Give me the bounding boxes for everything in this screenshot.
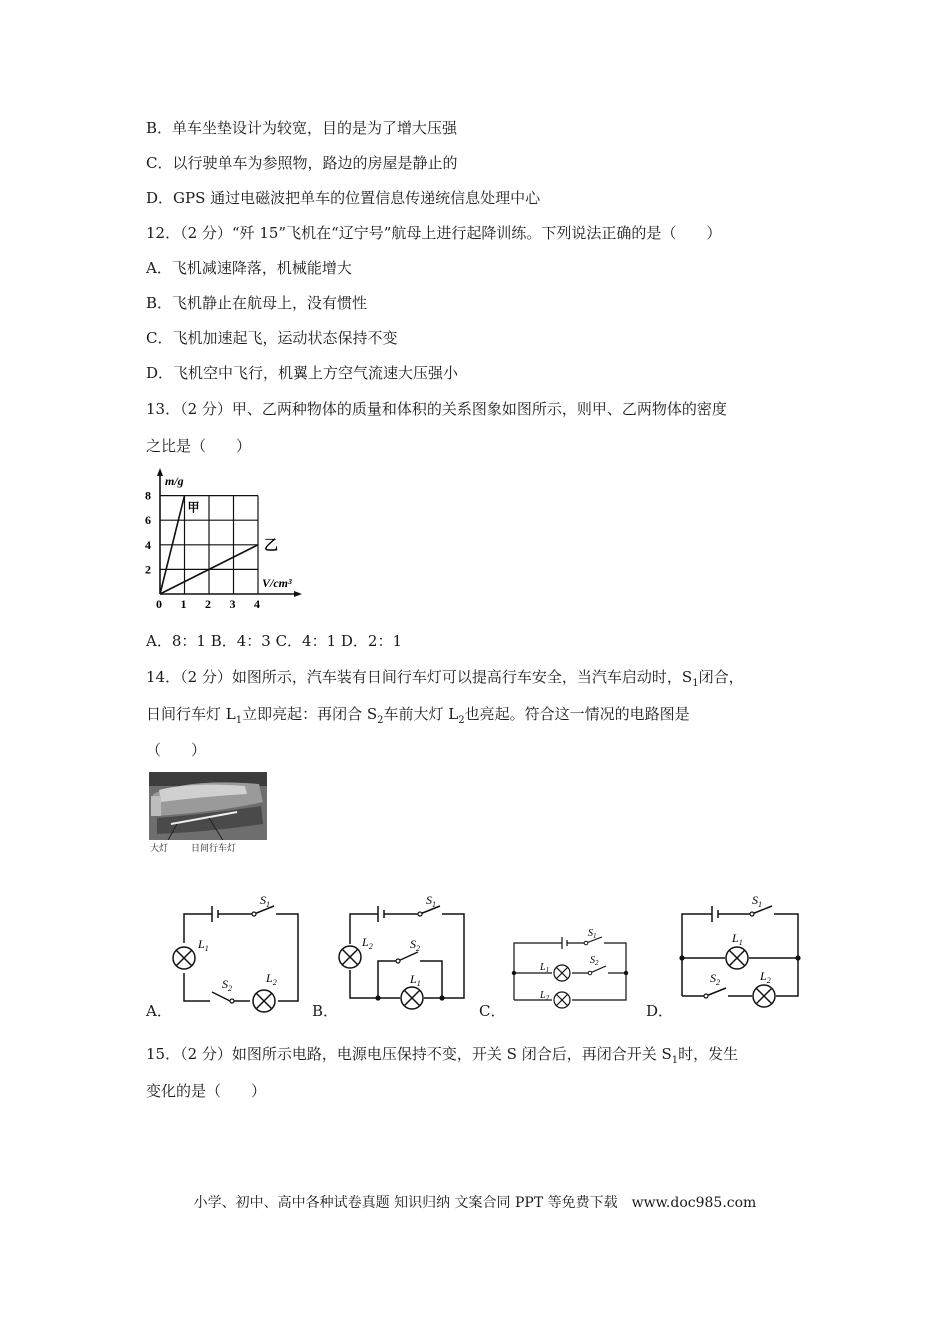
x-tick-label: 4 — [254, 597, 260, 611]
circuit-b — [336, 888, 471, 1013]
q12-option-d: D．飞机空中飞行，机翼上方空气流速大压强小 — [146, 364, 459, 382]
circuit-c — [506, 918, 634, 1018]
q14-label-c: C． — [479, 1002, 506, 1020]
q11-option-b: B．单车坐垫设计为较宽，目的是为了增大压强 — [146, 119, 458, 137]
q12-stem: 12．（2 分）“歼 15”飞机在“辽宁号”航母上进行起降训练。下列说法正确的是（ ） — [146, 224, 722, 242]
y-tick-label: 6 — [145, 513, 151, 528]
y-tick-label: 4 — [145, 537, 151, 552]
label-l2: $L_2$ — [540, 990, 550, 1002]
q14-label-a: A． — [146, 1002, 172, 1020]
lamp-l1-icon — [554, 965, 570, 981]
lamp-l2-icon — [554, 992, 570, 1008]
y-tick-label: 2 — [145, 562, 151, 577]
q14-stem-line3: （ ） — [146, 741, 207, 759]
x-tick-label: 1 — [180, 597, 187, 611]
label-s1: $S_1$ — [752, 893, 762, 909]
label-s2: $S_2$ — [222, 977, 232, 993]
q14-stem-line2: 日间行车灯 $L_1$立即亮起：再闭合 $S_2$车前大灯 $L_2$也亮起。符合这一情况的电路图是 — [146, 705, 690, 726]
x-tick-label: 3 — [229, 597, 236, 611]
q13-options: A．8：1 B．4：3 C．4：1 D．2：1 — [146, 632, 403, 650]
x-axis-arrow-icon — [294, 591, 302, 597]
chart-y-axis-label: m/g — [165, 474, 184, 488]
label-l1: $L_1$ — [540, 962, 550, 974]
y-axis-arrow-icon — [157, 468, 163, 476]
q13-stem-line1: 13．（2 分）甲、乙两种物体的质量和体积的关系图象如图所示，则甲、乙两物体的密度 — [146, 400, 727, 418]
x-tick-label: 2 — [205, 597, 211, 611]
q14-label-b: B． — [312, 1002, 339, 1020]
photo-caption-daytime-light: 日间行车灯 — [191, 844, 237, 854]
circuit-d — [670, 888, 810, 1013]
label-l1: $L_1$ — [732, 931, 743, 947]
label-s1: $S_1$ — [260, 893, 270, 909]
page-footer: 小学、初中、高中各种试卷真题 知识归纳 文案合同 PPT 等免费下载 www.doc985.com — [193, 1195, 757, 1211]
label-l2: $L_2$ — [266, 971, 277, 987]
y-tick-label: 8 — [145, 488, 151, 503]
lamp-l2-icon — [753, 985, 775, 1007]
label-l1: $L_1$ — [198, 937, 209, 953]
chart-x-axis-label: V/cm³ — [262, 576, 292, 590]
circuit-a — [170, 888, 305, 1013]
q14-label-d: D． — [646, 1002, 674, 1020]
mass-volume-chart — [140, 466, 310, 614]
q12-option-c: C．飞机加速起飞，运动状态保持不变 — [146, 329, 398, 347]
q11-option-c: C．以行驶单车为参照物，路边的房屋是静止的 — [146, 154, 458, 172]
lamp-l1-icon — [173, 947, 195, 969]
label-s2: $S_2$ — [410, 937, 420, 953]
chart-grid — [160, 496, 258, 594]
q13-stem-line2: 之比是（ ） — [146, 437, 252, 455]
lamp-l1-icon — [726, 947, 748, 969]
car-daytime-light-photo — [149, 772, 267, 858]
label-s1: $S_1$ — [426, 893, 436, 909]
label-l1: $L_1$ — [410, 972, 421, 988]
x-tick-label: 0 — [156, 597, 162, 611]
q12-option-b: B．飞机静止在航母上，没有惯性 — [146, 294, 368, 312]
lamp-l2-icon — [339, 946, 361, 968]
q14-stem-line1: 14．（2 分）如图所示，汽车装有日间行车灯可以提高行车安全，当汽车启动时，$S_1$闭合， — [146, 668, 744, 689]
label-s2: $S_2$ — [710, 971, 720, 987]
series-label-2: 乙 — [264, 538, 278, 554]
label-l2: $L_2$ — [362, 935, 373, 951]
lamp-l1-icon — [401, 987, 423, 1009]
q12-option-a: A．飞机减速降落，机械能增大 — [146, 259, 352, 277]
q11-option-d: D．GPS 通过电磁波把单车的位置信息传递统信息处理中心 — [146, 189, 541, 207]
label-l2: $L_2$ — [760, 969, 771, 985]
photo-caption-headlight: 大灯 — [150, 844, 169, 854]
q15-stem-line2: 变化的是（ ） — [146, 1082, 267, 1100]
series-label-1: 甲 — [187, 500, 200, 515]
label-s2: $S_2$ — [590, 955, 599, 967]
q15-stem-line1: 15．（2 分）如图所示电路，电源电压保持不变，开关 S 闭合后，再闭合开关 $S_1$时，发生 — [146, 1045, 739, 1066]
lamp-l2-icon — [253, 990, 275, 1012]
label-s1: $S_1$ — [588, 928, 597, 940]
